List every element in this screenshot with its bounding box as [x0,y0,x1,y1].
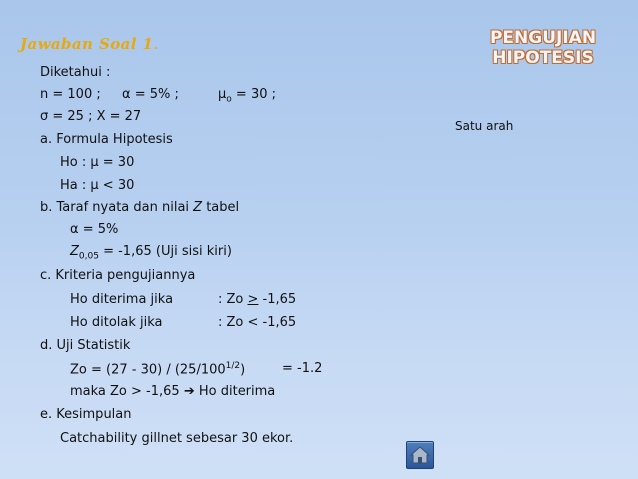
given-mu [218,87,276,105]
slide-heading [20,35,158,53]
criteria-reject [70,315,297,330]
mu-value: = 30 ; [231,87,277,102]
given-row-1 [40,87,277,105]
conclusion-pre: maka Zo > -1,65 [70,384,184,399]
heading-text: Jawaban Soal 1 [20,35,154,53]
given-label: Diketahui : [40,65,111,80]
conclusion-post: Ho diterima [194,384,276,399]
hypothesis-ha: Ha : μ < 30 [60,178,135,193]
section-c-label: c. Kriteria pengujiannya [40,268,196,283]
mu-symbol: μ [218,87,227,102]
topic-line-2: HIPOTESIS [492,48,594,68]
formula-pre: Zo = (27 - 30) / (25/100 [70,362,226,378]
section-b-pre: b. Taraf nyata dan nilai [40,200,194,215]
hypothesis-h0: Ho : μ = 30 [60,155,135,170]
criteria-accept-left: Ho diterima jika [70,292,174,307]
heading-dot: . [153,35,159,53]
given-n: n = 100 ; [40,87,101,102]
formula-sup: 1/2 [225,361,241,371]
criteria-accept-pre: : Zo [218,292,248,307]
z-subscript: 0,05 [78,251,99,262]
section-a-label: a. Formula Hipotesis [40,132,173,147]
section-b-label [40,200,239,215]
statistic-formula [70,361,323,378]
conclusion-text: Catchability gillnet sebesar 30 ekor. [60,431,294,446]
section-b-z: Z [193,200,203,215]
topic-line-1: PENGUJIAN [489,28,597,48]
z-symbol: Z [70,244,79,259]
criteria-accept-post: -1,65 [258,292,297,307]
z-table-value [70,244,232,262]
criteria-reject-right: : Zo < -1,65 [218,315,297,330]
criteria-accept-right [218,292,296,307]
criteria-accept [70,292,297,307]
given-row-2: σ = 25 ; X = 27 [40,109,142,124]
section-e-label: e. Kesimpulan [40,407,132,422]
side-note: Satu arah [455,119,514,133]
mu-subscript: o [226,94,232,105]
home-button[interactable] [406,441,434,469]
criteria-accept-op: > [247,292,259,307]
z-rest: = -1,65 (Uji sisi kiri) [98,244,232,259]
home-icon [407,442,433,468]
statistic-result: = -1.2 [282,361,323,376]
section-b-post: tabel [202,200,240,215]
criteria-reject-left: Ho ditolak jika [70,315,163,330]
formula-post: ) [240,362,246,378]
alpha-value: α = 5% [70,222,119,237]
arrow-right-icon: ➔ [183,384,195,399]
statistic-conclusion [70,384,275,399]
given-alpha: α = 5% ; [122,87,179,102]
topic-title [468,28,618,68]
section-d-label: d. Uji Statistik [40,338,131,353]
